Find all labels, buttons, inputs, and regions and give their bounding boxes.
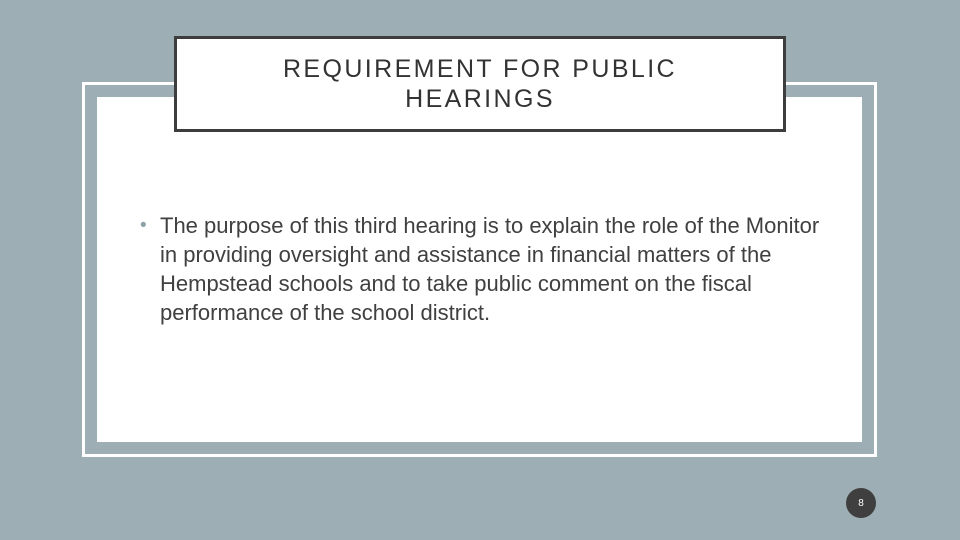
bullet-text: The purpose of this third hearing is to explain the role of the Monitor in providing oversight and assistance in financial matters of the Hempstead schools and to take public comment on the fiscal performance of the school district.	[160, 213, 820, 325]
bullet-dot-icon: •	[140, 215, 147, 236]
slide-title: REQUIREMENT FOR PUBLIC HEARINGS	[282, 55, 678, 113]
title-box	[174, 36, 786, 132]
page-number-badge: 8	[846, 488, 876, 518]
bullet-list	[140, 211, 820, 327]
bullet-item	[140, 211, 820, 327]
